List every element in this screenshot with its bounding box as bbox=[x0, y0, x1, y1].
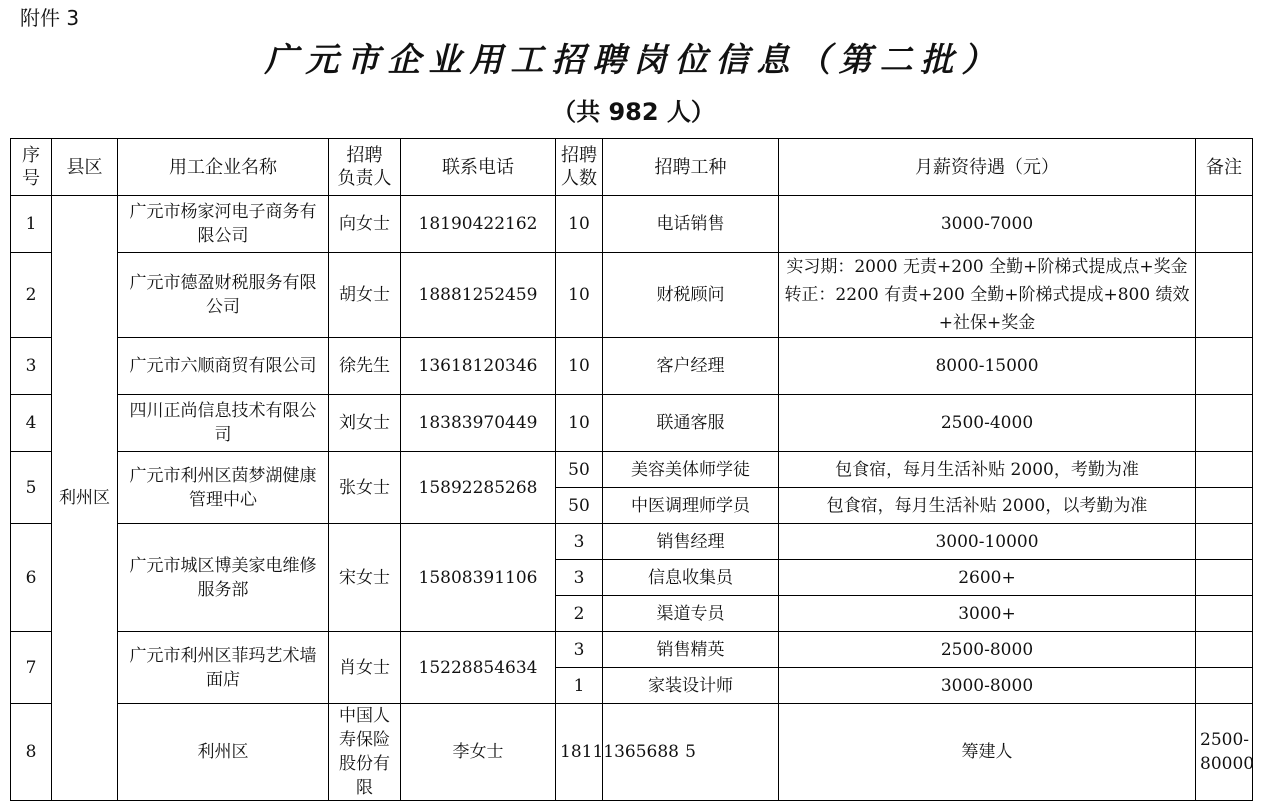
phone-cell: 15228854634 bbox=[401, 632, 556, 704]
job-cell: 中医调理师学员 bbox=[603, 488, 779, 524]
count-cell: 3 bbox=[556, 632, 603, 668]
phone-cell: 18881252459 bbox=[401, 253, 556, 338]
company-cell: 广元市城区博美家电维修服务部 bbox=[118, 524, 329, 632]
page-subtitle: （共 982 人） bbox=[552, 98, 715, 126]
page-title: 广元市企业用工招聘岗位信息（第二批） bbox=[264, 40, 1003, 79]
job-table bbox=[10, 138, 1253, 801]
phone-cell: 18383970449 bbox=[401, 395, 556, 452]
seq-cell: 8 bbox=[11, 704, 52, 801]
salary-cell: 3000-10000 bbox=[779, 524, 1196, 560]
table-row bbox=[11, 632, 1253, 668]
remark-cell bbox=[1196, 488, 1253, 524]
company-cell: 广元市杨家河电子商务有限公司 bbox=[118, 196, 329, 253]
remark-cell bbox=[1196, 196, 1253, 253]
header-job: 招聘工种 bbox=[603, 139, 779, 196]
count-cell: 3 bbox=[556, 524, 603, 560]
seq-cell: 6 bbox=[11, 524, 52, 632]
remark-cell bbox=[1196, 668, 1253, 704]
salary-cell: 2500-8000 bbox=[779, 632, 1196, 668]
table-row bbox=[11, 704, 1253, 801]
remark-cell bbox=[1196, 338, 1253, 395]
contact-cell: 张女士 bbox=[329, 452, 401, 524]
count-cell: 50 bbox=[556, 488, 603, 524]
phone-cell: 18190422162 bbox=[401, 196, 556, 253]
job-cell: 家装设计师 bbox=[603, 668, 779, 704]
seq-cell: 2 bbox=[11, 253, 52, 338]
district-cell: 利州区 bbox=[52, 196, 118, 801]
count-cell: 50 bbox=[556, 452, 603, 488]
contact-cell: 李女士 bbox=[401, 704, 556, 801]
job-cell: 筹建人 bbox=[779, 704, 1196, 801]
job-cell: 财税顾问 bbox=[603, 253, 779, 338]
salary-cell: 包食宿，每月生活补贴 2000，考勤为准 bbox=[779, 452, 1196, 488]
company-cell: 广元市六顺商贸有限公司 bbox=[118, 338, 329, 395]
remark-cell bbox=[1196, 395, 1253, 452]
remark-cell bbox=[1196, 560, 1253, 596]
remark-cell bbox=[1196, 596, 1253, 632]
header-company: 用工企业名称 bbox=[118, 139, 329, 196]
seq-cell: 1 bbox=[11, 196, 52, 253]
count-cell: 5 bbox=[603, 704, 779, 801]
company-cell: 广元市利州区菲玛艺术墙面店 bbox=[118, 632, 329, 704]
header-remark: 备注 bbox=[1196, 139, 1253, 196]
job-cell: 电话销售 bbox=[603, 196, 779, 253]
table-row bbox=[11, 524, 1253, 560]
phone-cell: 18111365688 bbox=[556, 704, 603, 801]
table-row bbox=[11, 452, 1253, 488]
salary-cell: 实习期：2000 无责+200 全勤+阶梯式提成点+奖金 转正：2200 有责+200 全勤+阶梯式提成+800 绩效 +社保+奖金 bbox=[779, 253, 1196, 338]
count-cell: 3 bbox=[556, 560, 603, 596]
header-count: 招聘 人数 bbox=[556, 139, 603, 196]
header-seq: 序 号 bbox=[11, 139, 52, 196]
count-cell: 1 bbox=[556, 668, 603, 704]
count-cell: 10 bbox=[556, 196, 603, 253]
salary-cell: 3000-8000 bbox=[779, 668, 1196, 704]
seq-cell: 5 bbox=[11, 452, 52, 524]
table-row bbox=[11, 253, 1253, 338]
job-cell: 销售精英 bbox=[603, 632, 779, 668]
count-cell: 2 bbox=[556, 596, 603, 632]
header-row bbox=[11, 139, 1253, 196]
contact-cell: 宋女士 bbox=[329, 524, 401, 632]
header-contact: 招聘 负责人 bbox=[329, 139, 401, 196]
phone-cell: 15892285268 bbox=[401, 452, 556, 524]
salary-cell: 8000-15000 bbox=[779, 338, 1196, 395]
salary-cell: 2500-80000 bbox=[1196, 704, 1253, 801]
contact-cell: 胡女士 bbox=[329, 253, 401, 338]
seq-cell: 4 bbox=[11, 395, 52, 452]
job-cell: 信息收集员 bbox=[603, 560, 779, 596]
job-cell: 渠道专员 bbox=[603, 596, 779, 632]
salary-cell: 2600+ bbox=[779, 560, 1196, 596]
job-cell: 客户经理 bbox=[603, 338, 779, 395]
company-cell: 广元市利州区茵梦湖健康管理中心 bbox=[118, 452, 329, 524]
salary-cell: 3000-7000 bbox=[779, 196, 1196, 253]
contact-cell: 刘女士 bbox=[329, 395, 401, 452]
remark-cell bbox=[1196, 524, 1253, 560]
table-row bbox=[11, 196, 1253, 253]
company-cell: 四川正尚信息技术有限公司 bbox=[118, 395, 329, 452]
remark-cell bbox=[1196, 632, 1253, 668]
contact-cell: 向女士 bbox=[329, 196, 401, 253]
salary-cell: 2500-4000 bbox=[779, 395, 1196, 452]
remark-cell bbox=[1196, 452, 1253, 488]
company-cell: 中国人寿保险股份有限 bbox=[329, 704, 401, 801]
job-cell: 联通客服 bbox=[603, 395, 779, 452]
table-row bbox=[11, 395, 1253, 452]
contact-cell: 徐先生 bbox=[329, 338, 401, 395]
header-salary: 月薪资待遇（元） bbox=[779, 139, 1196, 196]
job-cell: 美容美体师学徒 bbox=[603, 452, 779, 488]
count-cell: 10 bbox=[556, 253, 603, 338]
table-row bbox=[11, 338, 1253, 395]
phone-cell: 13618120346 bbox=[401, 338, 556, 395]
count-cell: 10 bbox=[556, 338, 603, 395]
district-cell: 利州区 bbox=[118, 704, 329, 801]
count-cell: 10 bbox=[556, 395, 603, 452]
remark-cell bbox=[1196, 253, 1253, 338]
phone-cell: 15808391106 bbox=[401, 524, 556, 632]
salary-cell: 包食宿，每月生活补贴 2000，以考勤为准 bbox=[779, 488, 1196, 524]
header-phone: 联系电话 bbox=[401, 139, 556, 196]
job-cell: 销售经理 bbox=[603, 524, 779, 560]
seq-cell: 3 bbox=[11, 338, 52, 395]
contact-cell: 肖女士 bbox=[329, 632, 401, 704]
company-cell: 广元市德盈财税服务有限公司 bbox=[118, 253, 329, 338]
attachment-label: 附件 3 bbox=[20, 6, 80, 30]
salary-cell: 3000+ bbox=[779, 596, 1196, 632]
seq-cell: 7 bbox=[11, 632, 52, 704]
header-district: 县区 bbox=[52, 139, 118, 196]
